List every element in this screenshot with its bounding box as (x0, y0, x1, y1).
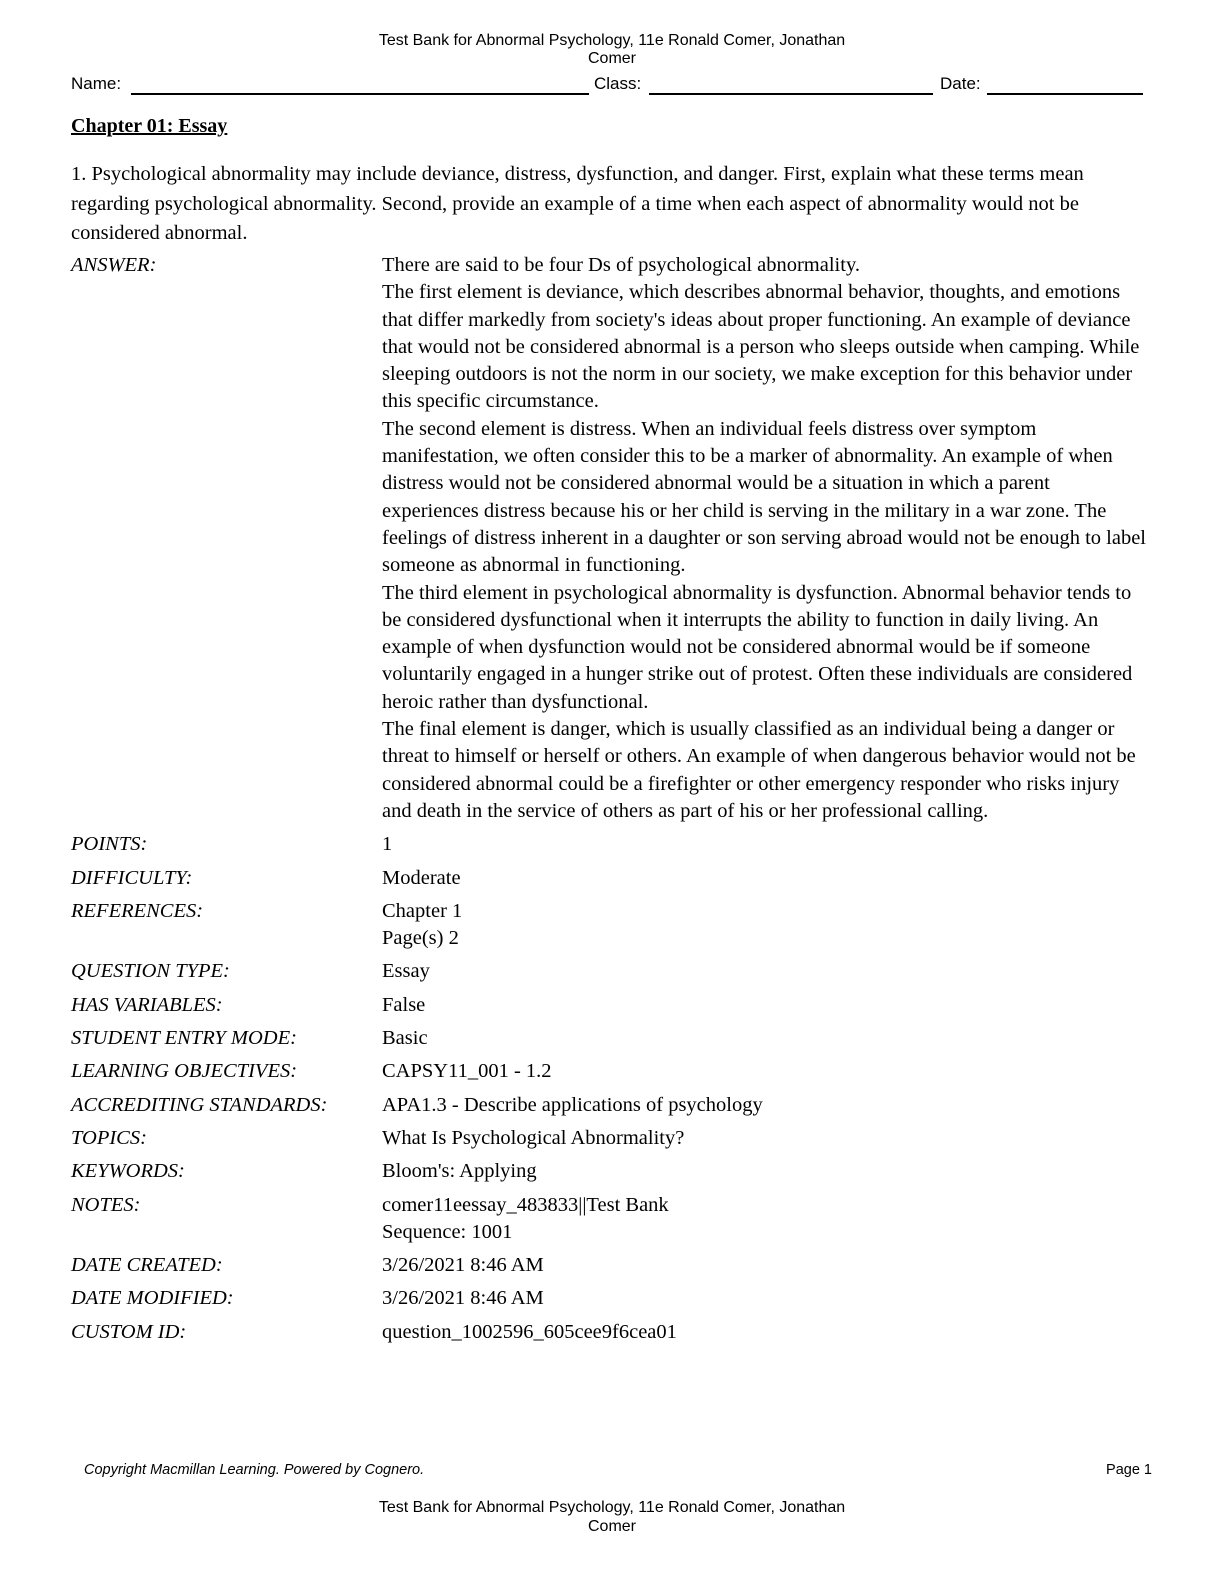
notes-row (71, 1192, 1146, 1247)
keywords-label: KEYWORDS: (71, 1160, 185, 1183)
chapter-title: Chapter 01: Essay (71, 115, 228, 137)
keywords-value: Bloom's: Applying (382, 1160, 537, 1183)
points-row (71, 831, 1146, 858)
answer-row (71, 252, 1146, 825)
date-field-line (987, 93, 1143, 95)
references-line: Page(s) 2 (382, 927, 459, 950)
accrediting-standards-value: APA1.3 - Describe applications of psychology (382, 1093, 763, 1116)
notes-value (382, 1192, 1146, 1247)
answer-label: ANSWER: (71, 254, 157, 276)
references-label: REFERENCES: (71, 899, 204, 922)
question-type-row (71, 958, 1146, 985)
learning-objectives-value: CAPSY11_001 - 1.2 (382, 1060, 552, 1083)
page-number: Page 1 (1106, 1462, 1152, 1478)
next-page-running-header (0, 1498, 1224, 1536)
date-modified-label: DATE MODIFIED: (71, 1287, 234, 1310)
custom-id-value: question_1002596_605cee9f6cea01 (382, 1320, 677, 1343)
references-value (382, 898, 1146, 953)
topics-row (71, 1125, 1146, 1152)
answer-paragraph: The final element is danger, which is usually classified as an individual being a danger or threat to himself or herself or others. An example of when dangerous behavior would not be considered abnormal could be a firefighter or other emergency responder who risks injury and death in the service of others as part of his or her professional calling. (382, 718, 1136, 822)
running-header-line2: Comer (587, 1518, 636, 1535)
class-label: Class: (594, 74, 642, 93)
custom-id-row (71, 1319, 1146, 1346)
accrediting-standards-label: ACCREDITING STANDARDS: (71, 1093, 328, 1116)
topics-label: TOPICS: (71, 1126, 147, 1149)
question-text: 1. Psychological abnormality may include deviance, distress, dysfunction, and danger. First, explain what these terms mean regarding psychological abnormality. Second, provide an example of a time when each aspect of abnormality would not be considered abnormal. (71, 163, 1084, 244)
date-modified-row (71, 1285, 1146, 1312)
running-header-line2: Comer (587, 50, 636, 67)
student-entry-mode-row (71, 1025, 1146, 1052)
date-created-value: 3/26/2021 8:46 AM (382, 1254, 544, 1277)
notes-line: Sequence: 1001 (382, 1220, 513, 1243)
points-label: POINTS: (71, 833, 148, 856)
answer-paragraph: There are said to be four Ds of psychological abnormality. (382, 254, 860, 276)
learning-objectives-row (71, 1058, 1146, 1085)
has-variables-label: HAS VARIABLES: (71, 993, 223, 1016)
date-created-label: DATE CREATED: (71, 1254, 223, 1277)
notes-label: NOTES: (71, 1193, 141, 1216)
answer-paragraph: The second element is distress. When an individual feels distress over symptom manifestation, we often consider this to be a marker of abnormality. An example of when distress would not be considered abnormal would be a situation in which a parent experiences distress because his or her child is serving in the military in a war zone. The feelings of distress inherent in a daughter or son serving abroad would not be enough to label someone as abnormal in functioning. (382, 417, 1147, 577)
difficulty-label: DIFFICULTY: (71, 866, 193, 889)
has-variables-value: False (382, 993, 426, 1016)
question-metadata (71, 252, 1146, 1346)
answer-paragraph: The third element in psychological abnormality is dysfunction. Abnormal behavior tends to be considered dysfunctional when it interrupts the ability to function in daily living. An example of when dysfunction would not be considered abnormal would be if someone voluntarily engaged in a hunger strike out of protest. Often these individuals are considered heroic rather than dysfunctional. (382, 581, 1133, 713)
answer-text (382, 252, 1146, 825)
answer-paragraph: The first element is deviance, which describes abnormal behavior, thoughts, and emotions that differ markedly from society's ideas about proper functioning. An example of deviance that would not be considered abnormal is a person who sleeps outside when camping. While sleeping outdoors is not the norm in our society, we make exception for this behavior under this specific circumstance. (382, 281, 1140, 413)
student-entry-mode-value: Basic (382, 1027, 428, 1050)
keywords-row (71, 1158, 1146, 1185)
date-label: Date: (940, 74, 981, 93)
name-field-line (131, 93, 589, 95)
date-modified-value: 3/26/2021 8:46 AM (382, 1287, 544, 1310)
learning-objectives-label: LEARNING OBJECTIVES: (71, 1060, 298, 1083)
running-header-line1: Test Bank for Abnormal Psychology, 11e Ronald Comer, Jonathan (378, 32, 846, 49)
class-field-line (649, 93, 933, 95)
running-header-line1: Test Bank for Abnormal Psychology, 11e Ronald Comer, Jonathan (378, 1499, 846, 1516)
has-variables-row (71, 992, 1146, 1019)
copyright-text: Copyright Macmillan Learning. Powered by Cognero. (84, 1462, 425, 1478)
running-header (0, 32, 1224, 68)
custom-id-label: CUSTOM ID: (71, 1320, 187, 1343)
question-type-label: QUESTION TYPE: (71, 960, 230, 983)
difficulty-row (71, 865, 1146, 892)
student-fields (71, 74, 1143, 98)
name-label: Name: (71, 74, 122, 93)
difficulty-value: Moderate (382, 866, 461, 889)
topics-value: What Is Psychological Abnormality? (382, 1126, 685, 1149)
date-created-row (71, 1252, 1146, 1279)
points-value: 1 (382, 833, 393, 856)
accrediting-standards-row (71, 1092, 1146, 1119)
question-type-value: Essay (382, 960, 430, 983)
references-line: Chapter 1 (382, 899, 463, 922)
notes-line: comer11eessay_483833||Test Bank (382, 1193, 669, 1216)
references-row (71, 898, 1146, 953)
student-entry-mode-label: STUDENT ENTRY MODE: (71, 1027, 297, 1050)
